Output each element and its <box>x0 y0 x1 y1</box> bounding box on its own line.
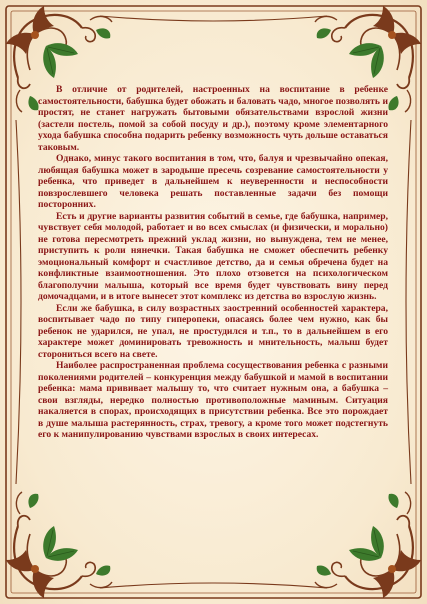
corner-ornament-bottom-right <box>315 492 421 598</box>
article-body <box>38 84 388 441</box>
paragraph: Наиболее распространенная проблема сосуществования ребенка с разными поколениями родителей – конкуренция между бабушкой и мамой в воспитании ребенка: мама прививает малышу то, что считает нужным она, а бабушка – свои взгляды, нередко полностью противоположные маминым. Ситуация накаляется в спорах, происходящих в присутствии ребенка. Все это порождает в душе малыша растерянность, страх, тревогу, а кроме того может подстегнуть его к манипулированию чувствами взрослых в своих интересах. <box>38 360 388 440</box>
paragraph: В отличие от родителей, настроенных на воспитание в ребенке самостоятельности, бабушка будет обожать и баловать чадо, многое позволять и простят, не станет нагружать бытовыми обязательствами взрослой жизни (застели постель, помой за собой посуду и др.), поэтому кроме элементарного ухода бабушка способна подарить ребенку возможность чуть дольше оставаться таковым. <box>38 84 388 153</box>
paragraph: Есть и другие варианты развития событий в семье, где бабушка, например, чувствует себя молодой, работает и во всех смыслах (и физически, и морально) не готова пересмотреть прежний уклад жизни, но вынуждена, тем не менее, приступить к роли нянечки. Такая бабушка не сможет обеспечить ребенку эмоциональный комфорт и счастливое детство, да и семья обречена будет на конфликтные взаимоотношения. Это плохо отзовется на психологическом благополучии малыша, который все время будет чувствовать вину перед домочадцами, и в итоге вынесет этот комплекс из детства во взрослую жизнь. <box>38 210 388 302</box>
paragraph: Если же бабушка, в силу возрастных заостренний особенностей характера, воспитывает чадо по типу гиперопеки, опасаясь более чем нужно, как бы ребенок не ударился, не упал, не простудился и т.п., то в дальнейшем в его характере может доминировать тревожность и мнительность, малыш будет сторониться всего на свете. <box>38 302 388 360</box>
paragraph: Однако, минус такого воспитания в том, что, балуя и чрезвычайно опекая, любящая бабушка может в зародыше пресечь созревание самостоятельности у ребенка, что приведет в дальнейшем к неуверенности и неспособности повзрослевшего человека решать поставленные задачи без помощи посторонних. <box>38 153 388 210</box>
corner-ornament-bottom-left <box>6 492 112 598</box>
